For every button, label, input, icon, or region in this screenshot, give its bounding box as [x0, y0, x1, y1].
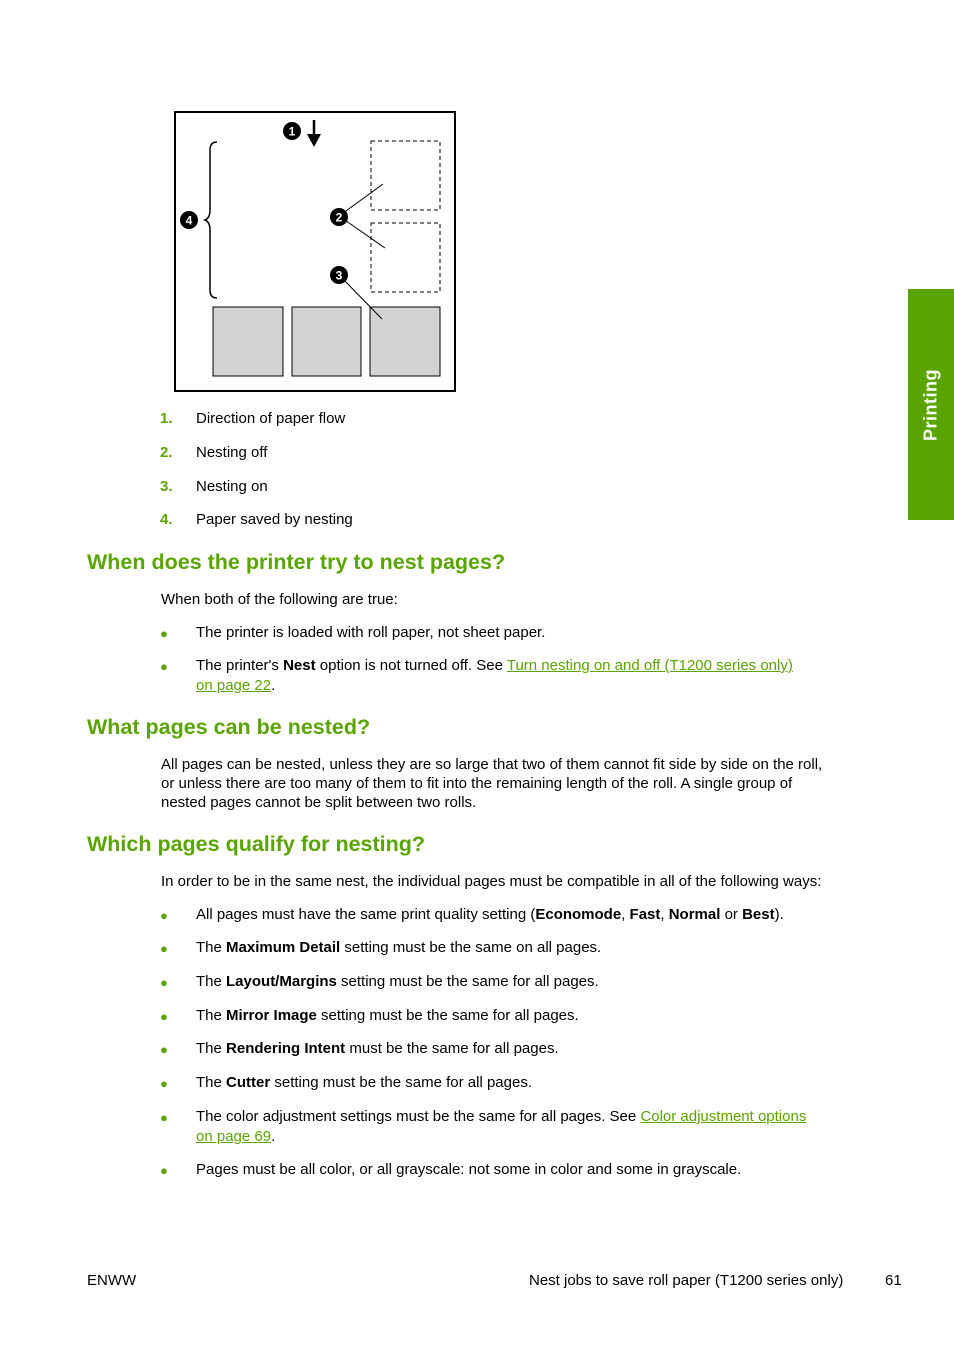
- legend-text: Paper saved by nesting: [196, 511, 353, 528]
- list-item: The Mirror Image setting must be the same for all pages.: [196, 1007, 579, 1024]
- svg-text:3: 3: [335, 268, 343, 283]
- link-page-22[interactable]: on page 22: [196, 677, 272, 694]
- chapter-tab-label: Printing: [920, 368, 941, 441]
- footer-left: ENWW: [87, 1272, 137, 1289]
- list-item: The printer is loaded with roll paper, not sheet paper.: [196, 624, 546, 641]
- bullet-icon: ●: [160, 626, 168, 641]
- paragraph: All pages can be nested, unless they are so large that two of them cannot fit side by side on the roll, or unless there are too many of them to fit into the remaining length of the roll. A single group of nested pages cannot be split between two rolls.: [161, 756, 823, 811]
- svg-text:4: 4: [185, 213, 193, 228]
- callout-2: [330, 208, 348, 226]
- list-item: The Cutter setting must be the same for all pages.: [196, 1074, 532, 1091]
- callout-4: [180, 211, 198, 229]
- link-nesting-toggle[interactable]: Turn nesting on and off (T1200 series only): [506, 657, 793, 674]
- paragraph: When both of the following are true:: [161, 591, 398, 608]
- legend-text: Nesting off: [196, 444, 268, 461]
- section-heading: When does the printer try to nest pages?: [87, 550, 506, 574]
- link-color-adjustment[interactable]: Color adjustment options: [640, 1108, 807, 1125]
- page-number: 61: [885, 1272, 902, 1289]
- paragraph: In order to be in the same nest, the individual pages must be compatible in all of the following ways:: [161, 873, 822, 890]
- legend-text: Direction of paper flow: [196, 410, 346, 427]
- bullet-icon: ●: [160, 659, 168, 674]
- section-heading: What pages can be nested?: [87, 715, 371, 739]
- legend-number: 4.: [160, 511, 173, 528]
- bullet-icon: ●: [160, 908, 168, 923]
- list-item: The Rendering Intent must be the same for all pages.: [196, 1040, 559, 1057]
- link-page-69[interactable]: on page 69: [196, 1128, 272, 1145]
- legend-number: 2.: [160, 444, 173, 461]
- legend-number: 3.: [160, 478, 173, 495]
- nesting-diagram: [173, 110, 458, 395]
- list-item: All pages must have the same print quality setting (Economode, Fast, Normal or Best).: [196, 906, 784, 923]
- svg-text:2: 2: [335, 210, 343, 225]
- bullet-icon: ●: [160, 1009, 168, 1024]
- section-heading: Which pages qualify for nesting?: [87, 832, 426, 856]
- chapter-tab: [908, 289, 954, 520]
- bullet-icon: ●: [160, 941, 168, 956]
- bullet-icon: ●: [160, 1110, 168, 1125]
- list-item: The Layout/Margins setting must be the same for all pages.: [196, 973, 599, 990]
- legend-text: Nesting on: [196, 478, 268, 495]
- bullet-icon: ●: [160, 975, 168, 990]
- bullet-icon: ●: [160, 1163, 168, 1178]
- list-item: The Maximum Detail setting must be the same on all pages.: [196, 939, 602, 956]
- callout-1: [283, 122, 301, 140]
- nested-page-2: [292, 307, 361, 376]
- svg-text:1: 1: [288, 124, 296, 139]
- footer-title: Nest jobs to save roll paper (T1200 series only): [529, 1272, 844, 1289]
- bullet-icon: ●: [160, 1042, 168, 1057]
- list-item: Pages must be all color, or all grayscale: not some in color and some in grayscale.: [196, 1161, 742, 1178]
- nested-page-1: [213, 307, 283, 376]
- bullet-icon: ●: [160, 1076, 168, 1091]
- callout-3: [330, 266, 348, 284]
- list-item: The color adjustment settings must be the same for all pages. See Color adjustment options on page 69.: [196, 1108, 807, 1145]
- list-item: The printer's Nest option is not turned off. See Turn nesting on and off (T1200 series only) on page 22.: [196, 657, 793, 694]
- legend-number: 1.: [160, 410, 173, 427]
